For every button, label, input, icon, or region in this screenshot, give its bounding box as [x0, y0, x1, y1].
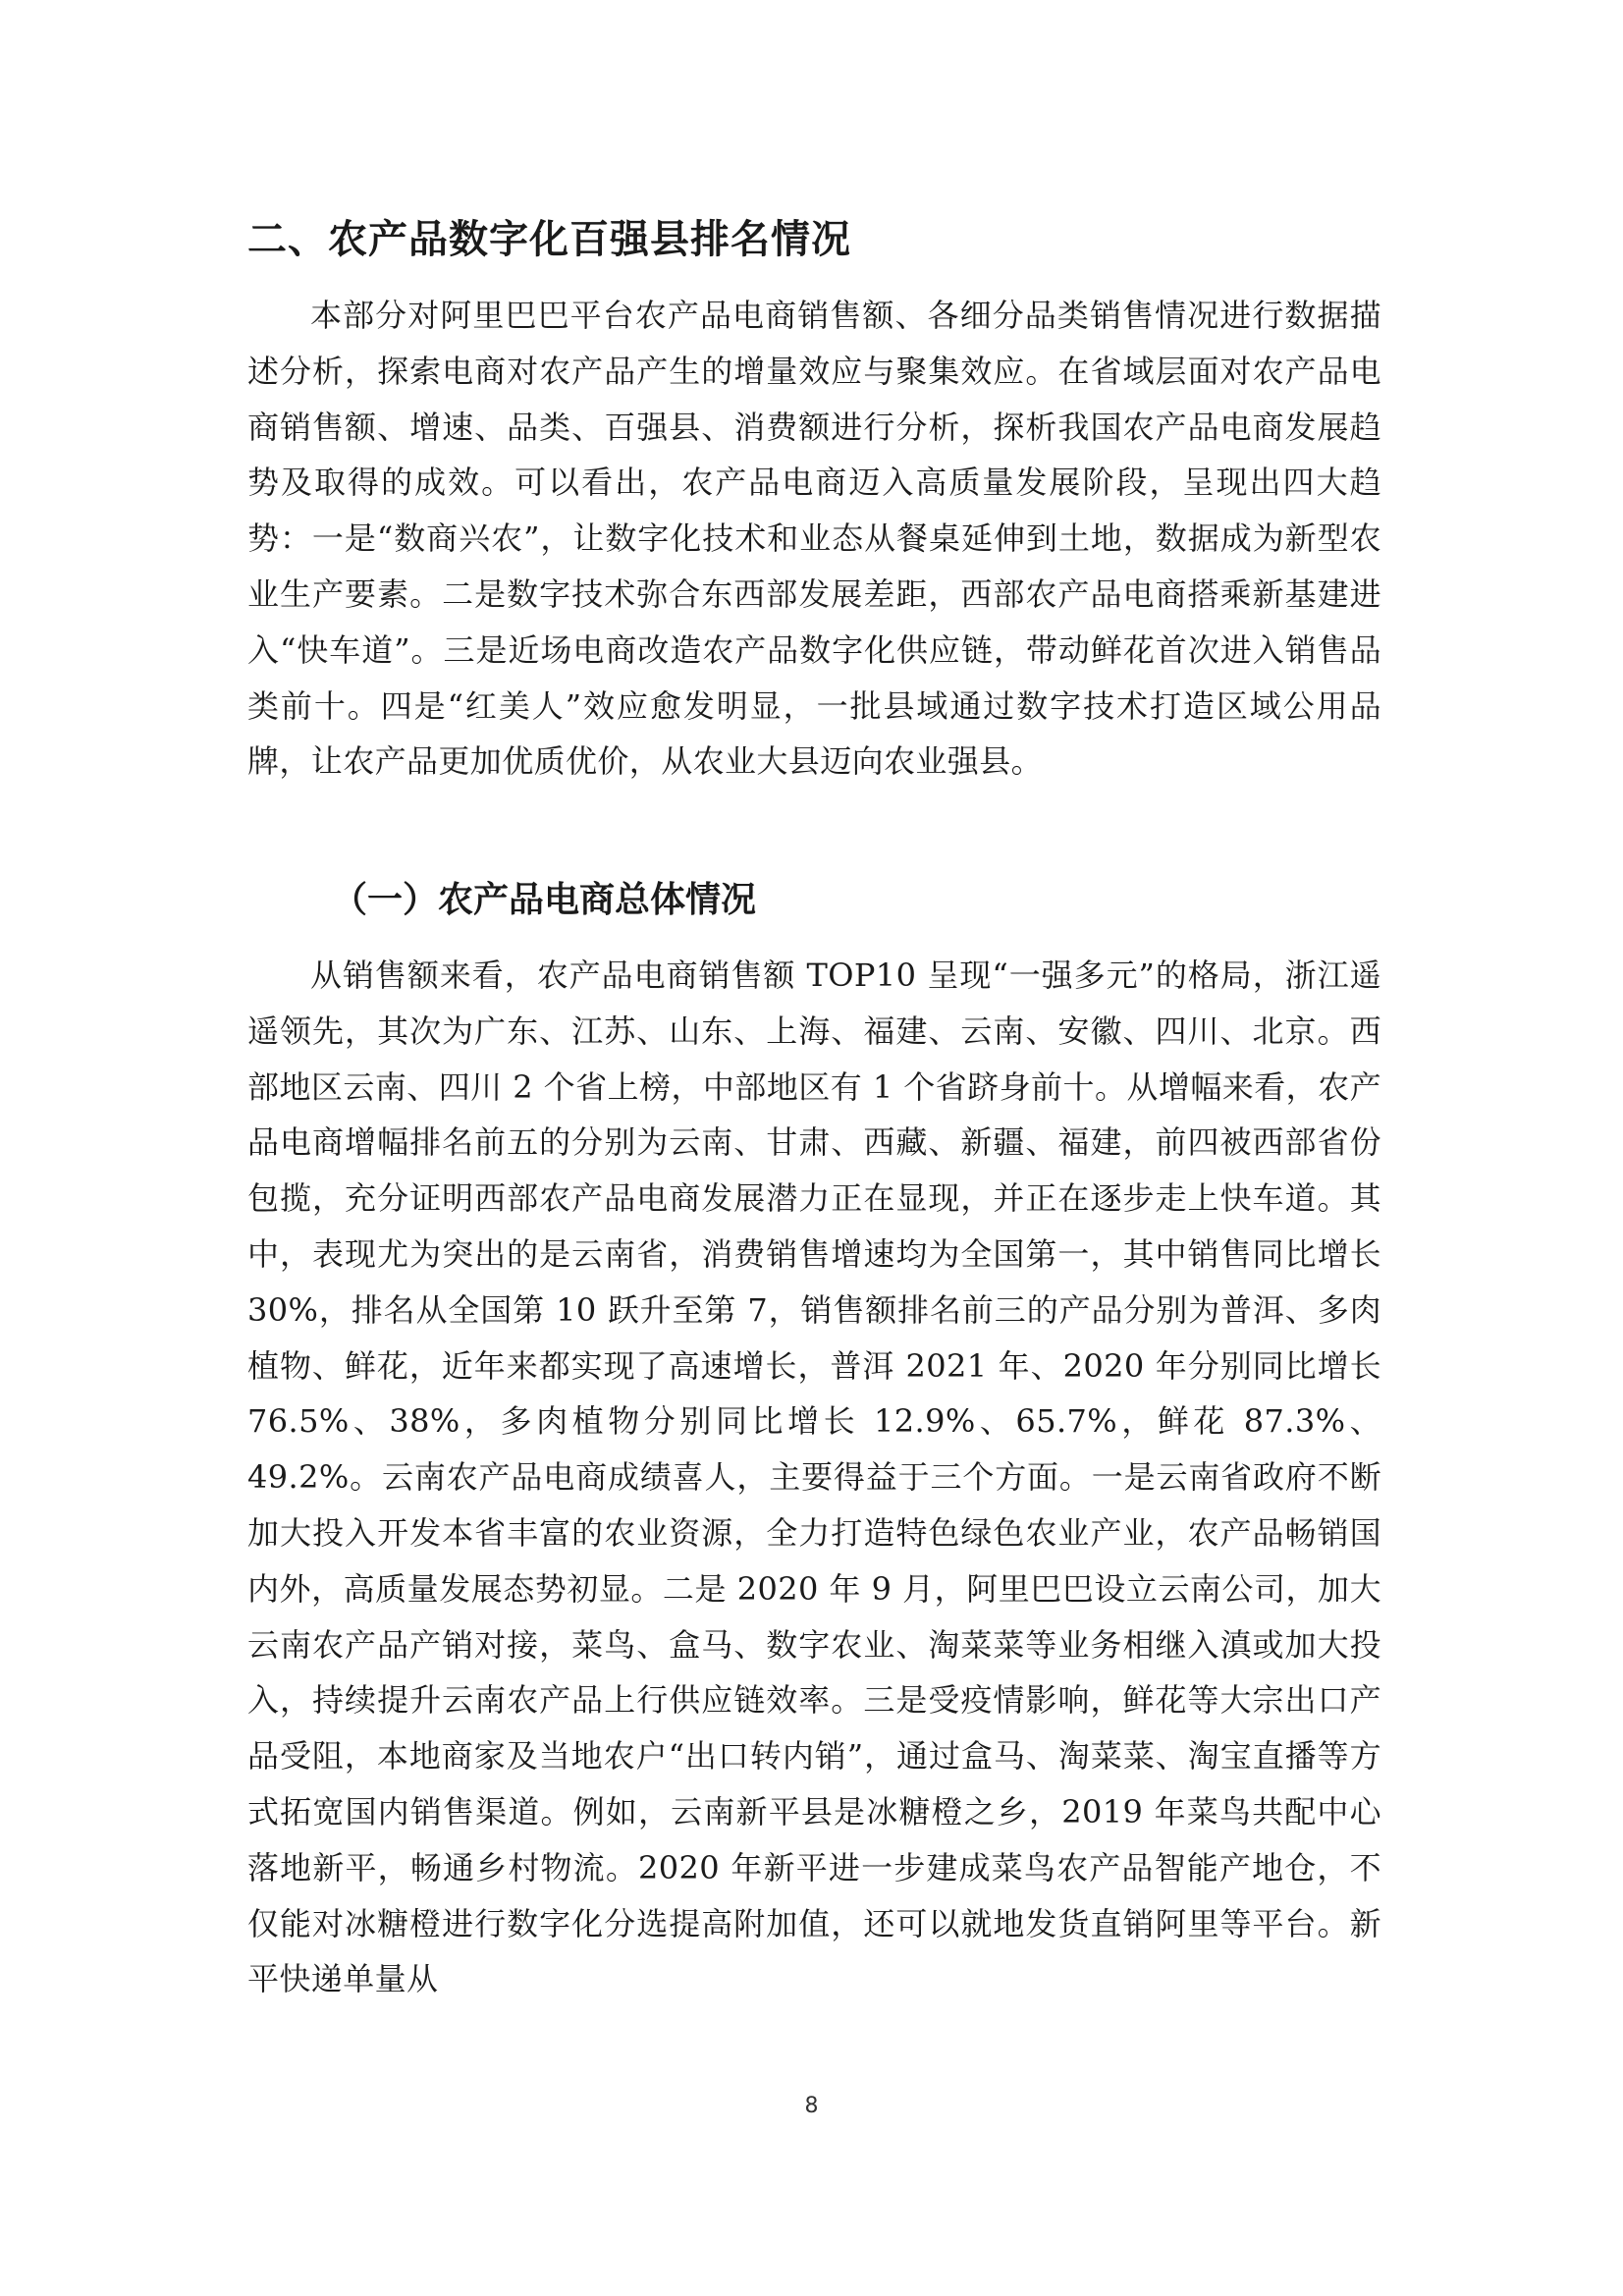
body-paragraph: 从销售额来看，农产品电商销售额 TOP10 呈现“一强多元”的格局，浙江遥遥领先，其次为广东、江苏、山东、上海、福建、云南、安徽、四川、北京。西部地区云南、四川 2 个省上榜，中部地区有 1 个省跻身前十。从增幅来看，农产品电商增幅排名前五的分别为云南、甘肃、西藏、新疆、福建，前四被西部省份包揽，充分证明西部农产品电商发展潜力正在显现，并正在逐步走上快车道。其中，表现尤为突出的是云南省，消费销售增速均为全国第一，其中销售同比增长 30%，排名从全国第 10 跃升至第 7，销售额排名前三的产品分别为普洱、多肉植物、鲜花，近年来都实现了高速增长，普洱 2021 年、2020 年分别同比增长 76.5%、38%，多肉植物分别同比增长 12.9%、65.7%，鲜花 87.3%、49.2%。云南农产品电商成绩喜人，主要得益于三个方面。一是云南省政府不断加大投入开发本省丰富的农业资源，全力打造特色绿色农业产业，农产品畅销国内外，高质量发展态势初显。二是 2020 年 9 月，阿里巴巴设立云南公司，加大云南农产品产销对接，菜鸟、盒马、数字农业、淘菜菜等业务相继入滇或加大投入，持续提升云南农产品上行供应链效率。三是受疫情影响，鲜花等大宗出口产品受阻，本地商家及当地农户“出口转内销”，通过盒马、淘菜菜、淘宝直播等方式拓宽国内销售渠道。例如，云南新平县是冰糖橙之乡，2019 年菜鸟共配中心落地新平，畅通乡村物流。2020 年新平进一步建成菜鸟农产品智能产地仓，不仅能对冰糖橙进行数字化分选提高附加值，还可以就地发货直销阿里等平台。新平快递单量从 [247, 957, 1381, 1998]
subsection-heading: （一）农产品电商总体情况 [332, 880, 757, 920]
section-heading: 二、农产品数字化百强县排名情况 [247, 217, 851, 262]
page-number: 8 [804, 2094, 819, 2118]
intro-paragraph: 本部分对阿里巴巴平台农产品电商销售额、各细分品类销售情况进行数据描述分析，探索电商对农产品产生的增量效应与聚集效应。在省域层面对农产品电商销售额、增速、品类、百强县、消费额进行分析，探析我国农产品电商发展趋势及取得的成效。可以看出，农产品电商迈入高质量发展阶段，呈现出四大趋势：一是“数商兴农”，让数字化技术和业态从餐桌延伸到土地，数据成为新型农业生产要素。二是数字技术弥合东西部发展差距，西部农产品电商搭乘新基建进入“快车道”。三是近场电商改造农产品数字化供应链，带动鲜花首次进入销售品类前十。四是“红美人”效应愈发明显，一批县域通过数字技术打造区域公用品牌，让农产品更加优质优价，从农业大县迈向农业强县。 [247, 297, 1381, 781]
